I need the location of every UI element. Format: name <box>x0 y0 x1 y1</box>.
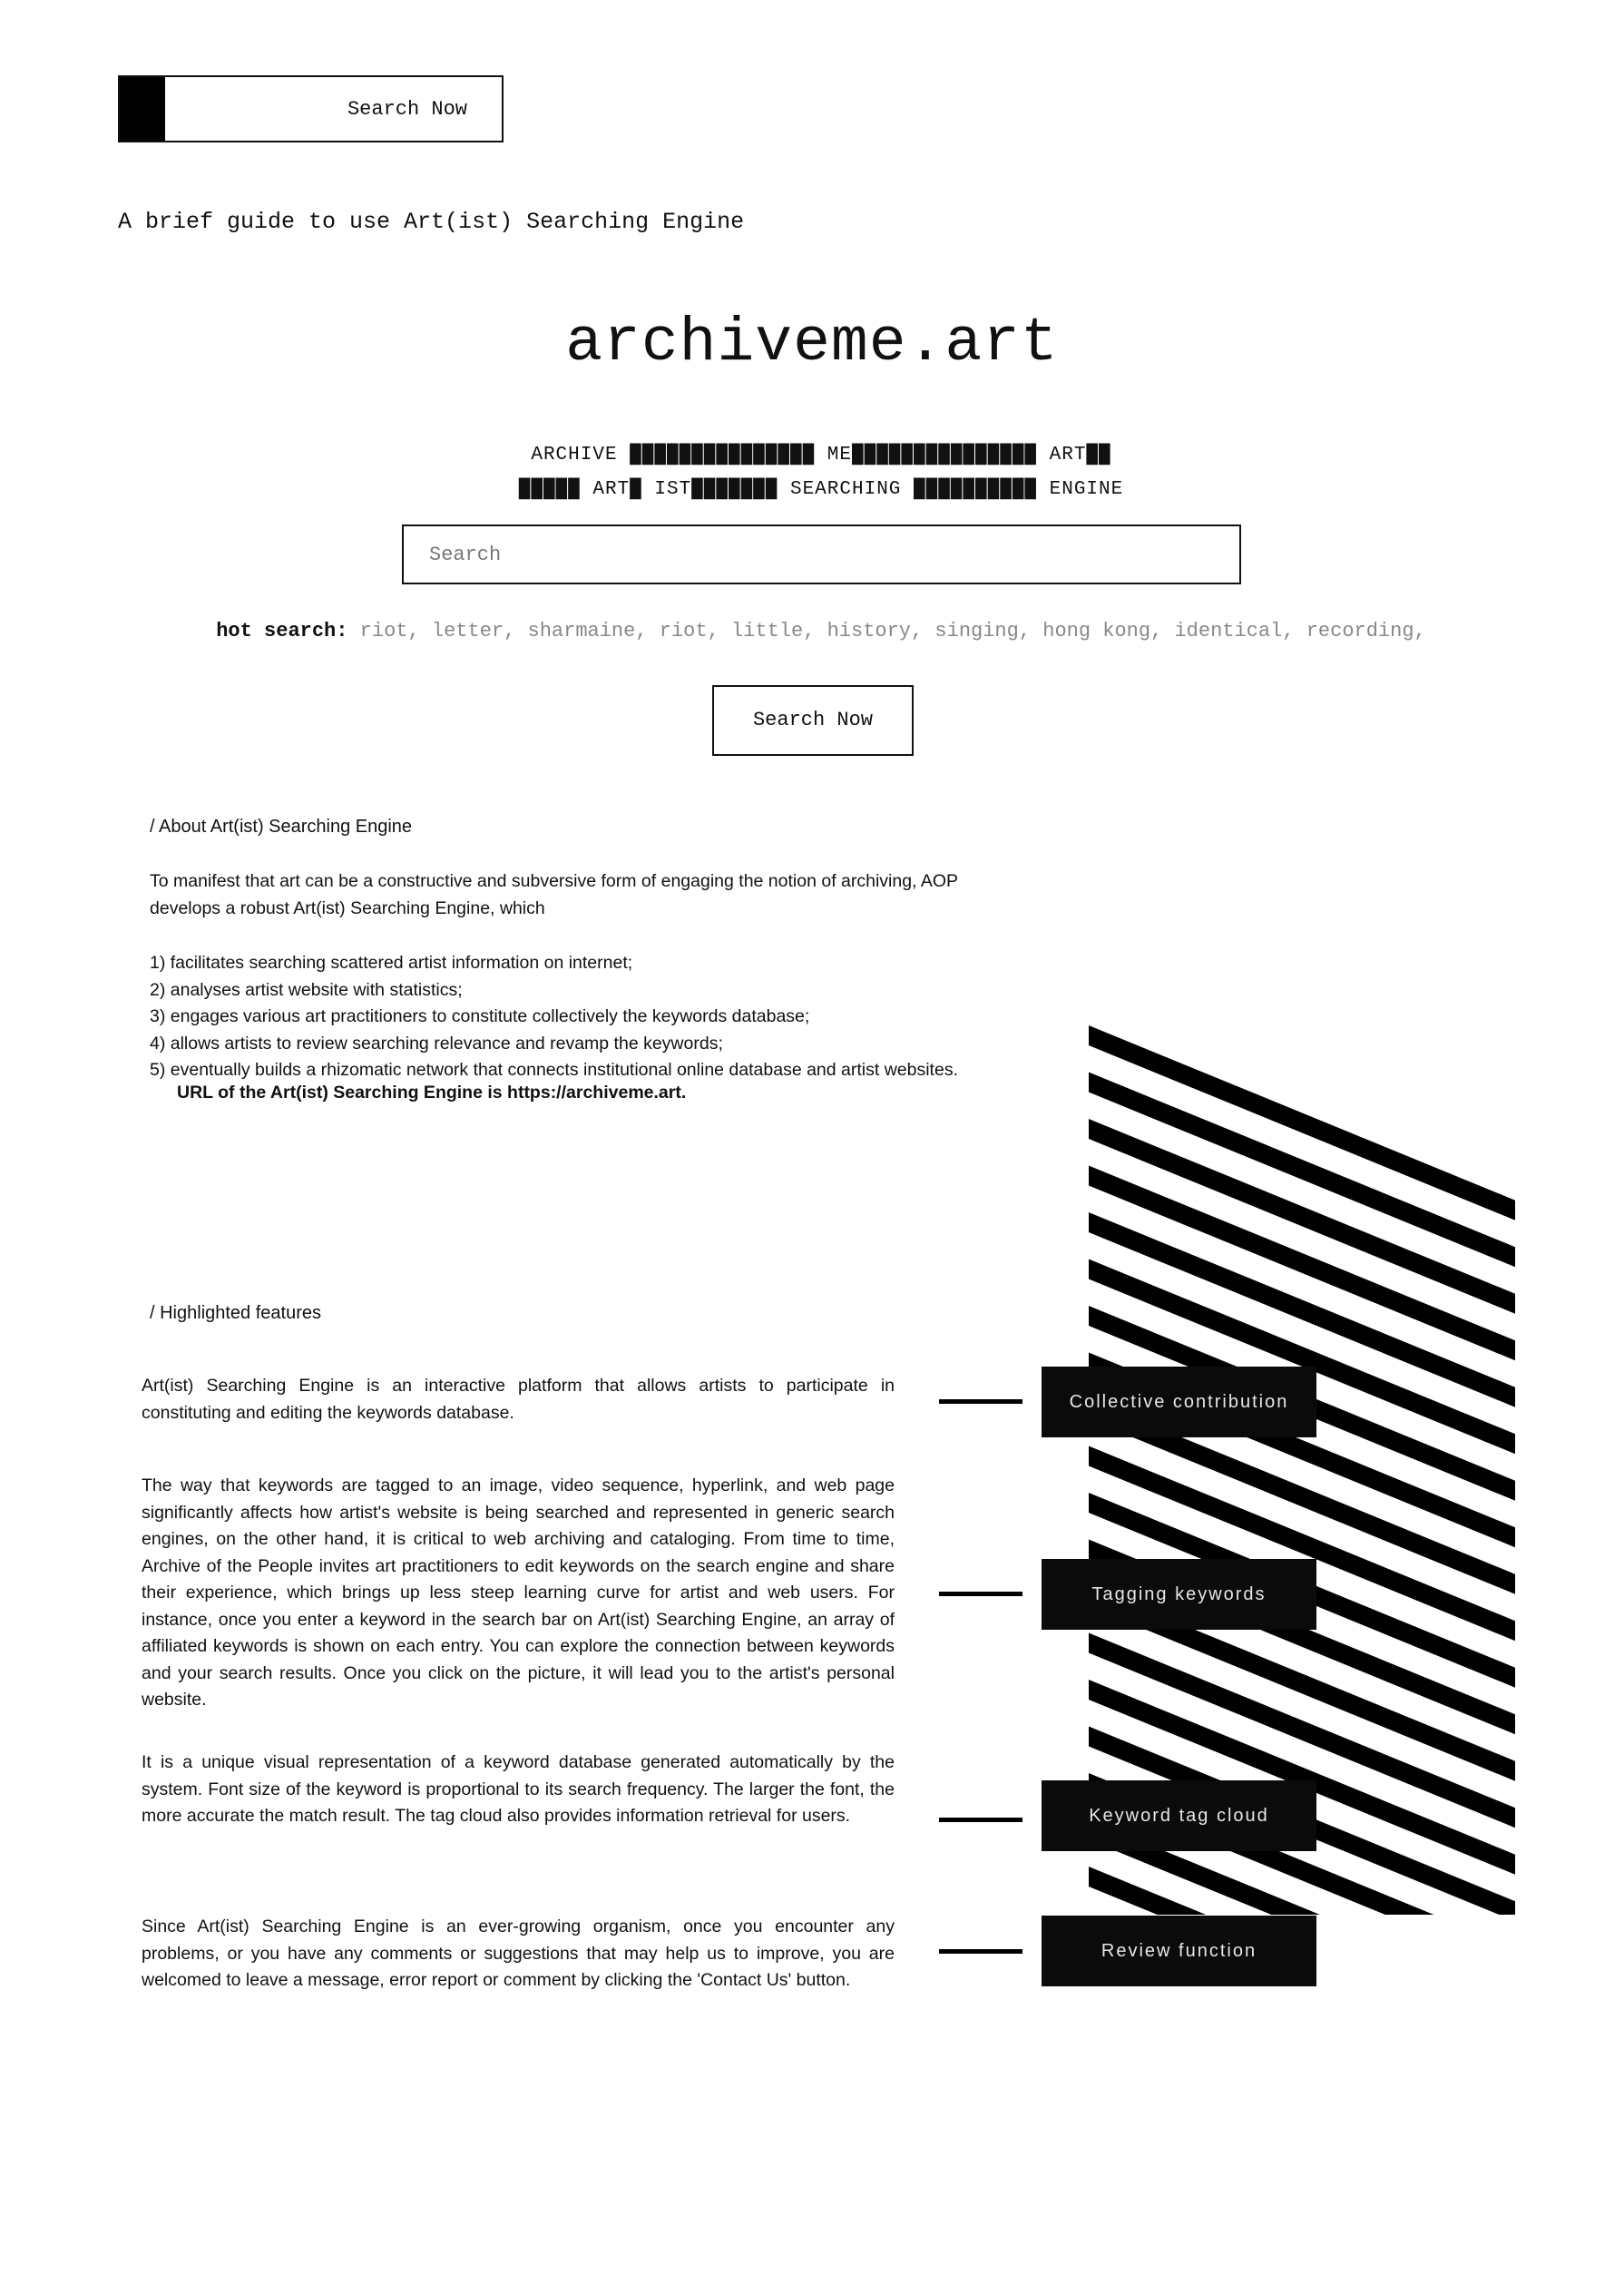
connector-line <box>939 1399 1022 1404</box>
hot-search-keyword[interactable]: singing <box>934 620 1019 642</box>
keyword-separator: , <box>1018 620 1043 642</box>
connector-line <box>939 1949 1022 1954</box>
hot-search-keyword[interactable]: little <box>730 620 804 642</box>
about-url-line: URL of the Art(ist) Searching Engine is https://archiveme.art. <box>177 1083 687 1103</box>
about-heading: / About Art(ist) Searching Engine <box>150 817 413 837</box>
list-item: 2) analyses artist website with statistics; <box>150 979 463 1000</box>
hot-search-keyword[interactable]: hong kong <box>1042 620 1151 642</box>
keyword-separator: , <box>1282 620 1306 642</box>
collective-contribution-button[interactable]: Collective contribution <box>1042 1367 1316 1437</box>
list-item: 4) allows artists to review searching relevance and revamp the keywords; <box>150 1033 723 1054</box>
keyword-tag-cloud-button[interactable]: Keyword tag cloud <box>1042 1780 1316 1851</box>
keyword-separator: , <box>635 620 660 642</box>
hot-search-keywords <box>360 620 1426 642</box>
list-item: 3) engages various art practitioners to constitute collectively the keywords database; <box>150 1006 810 1026</box>
connector-line <box>939 1592 1022 1596</box>
search-now-button[interactable]: Search Now <box>712 685 914 756</box>
hot-search-keyword[interactable]: letter <box>431 620 504 642</box>
feature-text-tagging: The way that keywords are tagged to an image, video sequence, hyperlink, and web page significantly affects how artist's website is being searched and represented in generic search engines, on the other hand, it is critical to web archiving and cataloging. From time to time, Archive of the People invites art practitioners to edit keywords on the search engine and share their experience, which brings up less steep learning curve for artist and web users. For instance, once you enter a keyword in the search bar on Art(ist) Searching Engine, an array of affiliated keywords is shown on each entry. You can explore the connection between keywords and your search results. Once you click on the picture, it will lead you to the artist's personal website. <box>142 1475 895 1710</box>
top-search-now-button[interactable] <box>118 75 504 142</box>
site-title: archiveme.art <box>565 309 1059 378</box>
button-block-decor <box>120 77 165 141</box>
stripe <box>1089 1119 1515 1314</box>
list-item: 5) eventually builds a rhizomatic network that connects institutional online database and artist websites. <box>150 1060 958 1080</box>
keyword-separator: , <box>1414 620 1426 642</box>
search-box[interactable] <box>402 524 1241 584</box>
guide-title: A brief guide to use Art(ist) Searching Engine <box>118 209 745 235</box>
hot-search-keyword[interactable]: riot <box>359 620 408 642</box>
keyword-separator: , <box>707 620 731 642</box>
feature-text-collective: Art(ist) Searching Engine is an interactive platform that allows artists to participate in constituting and editing the keywords database. <box>142 1376 895 1423</box>
hot-search-keyword[interactable]: history <box>827 620 912 642</box>
features-heading: / Highlighted features <box>150 1303 322 1323</box>
search-input[interactable] <box>404 526 1239 583</box>
keyword-separator: , <box>1150 620 1175 642</box>
hot-search-keyword[interactable]: identical <box>1174 620 1283 642</box>
keyword-separator: , <box>407 620 432 642</box>
tagging-keywords-button[interactable]: Tagging keywords <box>1042 1559 1316 1630</box>
top-search-now-label: Search Now <box>347 98 467 121</box>
hot-search-keyword[interactable]: sharmaine <box>527 620 636 642</box>
stripe <box>1089 1025 1515 1220</box>
about-intro: To manifest that art can be a constructive and subversive form of engaging the notion of archiving, AOP develops a robust Art(ist) Searching Engine, which <box>150 871 958 918</box>
keyword-separator: , <box>803 620 827 642</box>
feature-text-tag-cloud: It is a unique visual representation of a keyword database generated automatically by the system. Font size of the keyword is proportional to its search frequency. The larger the font, the more accurate the match result. The tag cloud also provides information retrieval for users. <box>142 1752 895 1826</box>
hot-search-row <box>0 620 1624 642</box>
keyword-separator: , <box>911 620 935 642</box>
hot-search-keyword[interactable]: recording <box>1306 620 1414 642</box>
feature-text-review: Since Art(ist) Searching Engine is an ever-growing organism, once you encounter any problems, or you have any comments or suggestions that may help us to improve, you are welcomed to leave a message, error report or comment by clicking the 'Contact Us' button. <box>142 1916 895 1990</box>
keyword-separator: , <box>504 620 528 642</box>
marquee-line-1: ARCHIVE ███████████████ ME███████████████ ART██ <box>531 445 1111 466</box>
marquee-line-2: █████ ART█ IST███████ SEARCHING ██████████ ENGINE <box>518 479 1124 500</box>
connector-line <box>939 1818 1022 1822</box>
stripe <box>1089 1073 1515 1268</box>
hot-search-label: hot search: <box>216 620 348 642</box>
hot-search-keyword[interactable]: riot <box>659 620 708 642</box>
stripe <box>1089 1166 1515 1361</box>
review-function-button[interactable]: Review function <box>1042 1916 1316 1986</box>
about-list <box>150 950 1057 1084</box>
list-item: 1) facilitates searching scattered artist information on internet; <box>150 953 633 973</box>
